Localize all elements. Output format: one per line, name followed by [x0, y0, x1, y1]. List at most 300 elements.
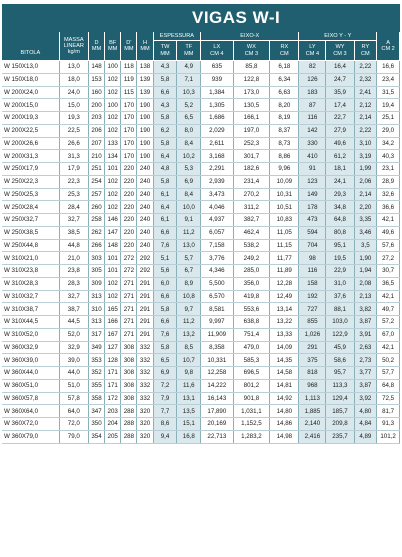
cell-h: 291 — [137, 290, 153, 303]
cell-rx: 14,09 — [270, 341, 299, 354]
cell-wy: 22,9 — [326, 265, 354, 278]
cell-ry: 4,80 — [354, 405, 377, 418]
cell-wy: 49,6 — [326, 137, 354, 150]
cell-d-prime: 308 — [121, 392, 137, 405]
vigas-table-panel — [2, 4, 400, 444]
cell-massa: 22,3 — [59, 175, 88, 188]
cell-h: 332 — [137, 354, 153, 367]
cell-ly: 116 — [299, 112, 326, 125]
cell-tf: 9,7 — [177, 303, 201, 316]
table-row — [2, 137, 400, 150]
cell-h: 320 — [137, 430, 153, 443]
cell-ry: 4,89 — [354, 430, 377, 443]
cell-tf: 13,1 — [177, 392, 201, 405]
cell-wx: 301,7 — [233, 150, 270, 163]
cell-a: 81,7 — [377, 405, 400, 418]
cell-bf: 134 — [105, 150, 121, 163]
cell-bitola: W 310X28,3 — [2, 277, 59, 290]
table-row — [2, 201, 400, 214]
cell-ly: 149 — [299, 188, 326, 201]
cell-rx: 10,09 — [270, 175, 299, 188]
cell-a: 42,1 — [377, 214, 400, 227]
cell-ry: 2,13 — [354, 290, 377, 303]
table-row — [2, 188, 400, 201]
cell-lx: 5,500 — [201, 277, 233, 290]
cell-a: 36,6 — [377, 201, 400, 214]
cell-d: 349 — [88, 341, 104, 354]
table-row — [2, 73, 400, 86]
cell-tf: 7,1 — [177, 73, 201, 86]
cell-tw: 6,1 — [153, 188, 177, 201]
cell-bitola: W 200X26,6 — [2, 137, 59, 150]
cell-bf: 100 — [105, 61, 121, 74]
cell-ly: 82 — [299, 61, 326, 74]
cell-ly: 1,113 — [299, 392, 326, 405]
cell-tf: 10,3 — [177, 86, 201, 99]
table-row — [2, 61, 400, 74]
cell-a: 30,7 — [377, 265, 400, 278]
cell-rx: 14,35 — [270, 354, 299, 367]
cell-bf: 172 — [105, 392, 121, 405]
cell-h: 332 — [137, 379, 153, 392]
cell-lx: 2,291 — [201, 163, 233, 176]
table-row — [2, 124, 400, 137]
cell-h: 332 — [137, 341, 153, 354]
cell-h: 291 — [137, 316, 153, 329]
cell-h: 240 — [137, 201, 153, 214]
cell-h: 190 — [137, 150, 153, 163]
cell-wy: 61,2 — [326, 150, 354, 163]
cell-massa: 44,8 — [59, 239, 88, 252]
header-d-prime: D' MM — [121, 32, 137, 61]
cell-h: 320 — [137, 418, 153, 431]
cell-wx: 182,6 — [233, 163, 270, 176]
cell-wx: 285,0 — [233, 265, 270, 278]
cell-tw: 9,4 — [153, 430, 177, 443]
cell-ly: 727 — [299, 303, 326, 316]
cell-lx: 2,611 — [201, 137, 233, 150]
cell-ry: 3,77 — [354, 367, 377, 380]
cell-bf: 165 — [105, 303, 121, 316]
cell-bitola: W 360X32,9 — [2, 341, 59, 354]
cell-ry: 2,14 — [354, 188, 377, 201]
cell-a: 57,2 — [377, 316, 400, 329]
cell-tw: 7,2 — [153, 379, 177, 392]
cell-tf: 16,8 — [177, 430, 201, 443]
cell-tw: 6,6 — [153, 86, 177, 99]
cell-wy: 235,7 — [326, 430, 354, 443]
table-row — [2, 163, 400, 176]
cell-d-prime: 170 — [121, 124, 137, 137]
cell-bitola: W 360X72,0 — [2, 418, 59, 431]
cell-ly: 116 — [299, 265, 326, 278]
cell-tw: 4,3 — [153, 61, 177, 74]
cell-wx: 1,031,1 — [233, 405, 270, 418]
cell-wy: 24,7 — [326, 73, 354, 86]
cell-rx: 14,86 — [270, 418, 299, 431]
cell-lx: 17,890 — [201, 405, 233, 418]
cell-wy: 88,1 — [326, 303, 354, 316]
cell-a: 49,7 — [377, 303, 400, 316]
cell-wy: 34,8 — [326, 201, 354, 214]
cell-h: 139 — [137, 73, 153, 86]
cell-ry: 2,22 — [354, 61, 377, 74]
cell-tf: 9,1 — [177, 214, 201, 227]
cell-bf: 102 — [105, 188, 121, 201]
cell-wy: 95,1 — [326, 239, 354, 252]
cell-a: 64,8 — [377, 379, 400, 392]
cell-h: 292 — [137, 252, 153, 265]
cell-bf: 167 — [105, 328, 121, 341]
cell-lx: 9,997 — [201, 316, 233, 329]
cell-wy: 18,1 — [326, 163, 354, 176]
cell-wx: 85,8 — [233, 61, 270, 74]
cell-h: 190 — [137, 124, 153, 137]
cell-ry: 3,87 — [354, 379, 377, 392]
cell-ly: 2,140 — [299, 418, 326, 431]
cell-a: 40,3 — [377, 150, 400, 163]
cell-h: 291 — [137, 277, 153, 290]
cell-wx: 479,0 — [233, 341, 270, 354]
cell-d: 254 — [88, 175, 104, 188]
cell-tw: 6,6 — [153, 226, 177, 239]
cell-wy: 129,4 — [326, 392, 354, 405]
cell-tw: 7,6 — [153, 239, 177, 252]
header-eixo-y: EIXO Y - Y — [299, 32, 377, 41]
cell-massa: 13,0 — [59, 61, 88, 74]
cell-wy: 58,6 — [326, 354, 354, 367]
cell-ly: 855 — [299, 316, 326, 329]
cell-h: 320 — [137, 405, 153, 418]
cell-ry: 3,19 — [354, 150, 377, 163]
cell-d-prime: 271 — [121, 316, 137, 329]
cell-tw: 4,8 — [153, 163, 177, 176]
cell-massa: 32,7 — [59, 290, 88, 303]
cell-bf: 147 — [105, 226, 121, 239]
cell-bitola: W 360X39,0 — [2, 354, 59, 367]
cell-wx: 801,2 — [233, 379, 270, 392]
cell-ly: 330 — [299, 137, 326, 150]
cell-h: 240 — [137, 214, 153, 227]
cell-d: 153 — [88, 73, 104, 86]
cell-ly: 178 — [299, 201, 326, 214]
cell-tf: 5,7 — [177, 252, 201, 265]
cell-d-prime: 220 — [121, 226, 137, 239]
header-ly: LY CM 4 — [299, 41, 326, 61]
cell-bitola: W 360X64,0 — [2, 405, 59, 418]
table-body — [2, 61, 400, 444]
cell-bf: 203 — [105, 405, 121, 418]
cell-tf: 6,9 — [177, 175, 201, 188]
cell-d-prime: 220 — [121, 201, 137, 214]
cell-wx: 249,2 — [233, 252, 270, 265]
cell-lx: 2,939 — [201, 175, 233, 188]
cell-rx: 9,96 — [270, 163, 299, 176]
cell-wx: 751,4 — [233, 328, 270, 341]
cell-h: 190 — [137, 99, 153, 112]
cell-lx: 1,305 — [201, 99, 233, 112]
cell-bf: 101 — [105, 163, 121, 176]
cell-bitola: W 200X24,0 — [2, 86, 59, 99]
cell-wy: 122,9 — [326, 328, 354, 341]
cell-lx: 1,686 — [201, 112, 233, 125]
cell-a: 32,6 — [377, 188, 400, 201]
cell-d: 347 — [88, 405, 104, 418]
cell-rx: 6,18 — [270, 61, 299, 74]
cell-wx: 585,3 — [233, 354, 270, 367]
cell-d-prime: 272 — [121, 252, 137, 265]
cell-rx: 14,58 — [270, 367, 299, 380]
cell-a: 91,3 — [377, 418, 400, 431]
cell-ry: 2,12 — [354, 99, 377, 112]
cell-bf: 101 — [105, 252, 121, 265]
cell-tw: 6,2 — [153, 124, 177, 137]
cell-rx: 8,73 — [270, 137, 299, 150]
cell-d-prime: 220 — [121, 239, 137, 252]
cell-wy: 113,3 — [326, 379, 354, 392]
cell-ry: 3,10 — [354, 137, 377, 150]
cell-bitola: W 150X13,0 — [2, 61, 59, 74]
cell-bf: 102 — [105, 86, 121, 99]
cell-ry: 4,84 — [354, 418, 377, 431]
cell-bitola: W 250X44,8 — [2, 239, 59, 252]
cell-tf: 6,5 — [177, 112, 201, 125]
cell-wy: 27,9 — [326, 124, 354, 137]
cell-ry: 3,92 — [354, 392, 377, 405]
cell-d: 260 — [88, 201, 104, 214]
cell-d: 206 — [88, 124, 104, 137]
cell-tf: 9,8 — [177, 367, 201, 380]
cell-ry: 3,91 — [354, 328, 377, 341]
cell-tw: 6,1 — [153, 214, 177, 227]
cell-d-prime: 308 — [121, 354, 137, 367]
cell-massa: 15,0 — [59, 99, 88, 112]
table-row — [2, 430, 400, 443]
cell-lx: 22,713 — [201, 430, 233, 443]
header-tw: TW MM — [153, 41, 177, 61]
cell-massa: 32,9 — [59, 341, 88, 354]
cell-a: 23,4 — [377, 73, 400, 86]
cell-ry: 2,63 — [354, 341, 377, 354]
cell-ry: 1,90 — [354, 252, 377, 265]
cell-ly: 704 — [299, 239, 326, 252]
cell-d: 258 — [88, 214, 104, 227]
cell-rx: 6,34 — [270, 73, 299, 86]
cell-ly: 98 — [299, 252, 326, 265]
cell-wx: 1,283,2 — [233, 430, 270, 443]
table-row — [2, 328, 400, 341]
header-wx: WX CM 3 — [233, 41, 270, 61]
cell-ry: 3,35 — [354, 214, 377, 227]
cell-wx: 122,8 — [233, 73, 270, 86]
header-tf: TF MM — [177, 41, 201, 61]
cell-ly: 158 — [299, 277, 326, 290]
cell-bf: 166 — [105, 316, 121, 329]
cell-tw: 6,5 — [153, 354, 177, 367]
cell-d-prime: 220 — [121, 175, 137, 188]
header-lx: LX CM 4 — [201, 41, 233, 61]
cell-h: 139 — [137, 86, 153, 99]
cell-ry: 2,73 — [354, 354, 377, 367]
cell-h: 292 — [137, 265, 153, 278]
cell-wx: 538,2 — [233, 239, 270, 252]
table-row — [2, 175, 400, 188]
cell-ry: 2,08 — [354, 277, 377, 290]
cell-bitola: W 310X52,0 — [2, 328, 59, 341]
cell-bitola: W 360X44,0 — [2, 367, 59, 380]
cell-a: 57,7 — [377, 367, 400, 380]
cell-massa: 21,0 — [59, 252, 88, 265]
cell-d-prime: 308 — [121, 379, 137, 392]
cell-bf: 146 — [105, 214, 121, 227]
cell-lx: 4,346 — [201, 265, 233, 278]
cell-lx: 3,473 — [201, 188, 233, 201]
cell-tw: 7,9 — [153, 392, 177, 405]
cell-ry: 2,20 — [354, 201, 377, 214]
cell-ly: 410 — [299, 150, 326, 163]
cell-tw: 5,8 — [153, 341, 177, 354]
cell-wy: 19,5 — [326, 252, 354, 265]
table-title: VIGAS W-I — [2, 4, 400, 32]
cell-ly: 91 — [299, 163, 326, 176]
cell-tw: 5,1 — [153, 252, 177, 265]
cell-wy: 31,0 — [326, 277, 354, 290]
cell-d: 317 — [88, 328, 104, 341]
cell-d-prime: 170 — [121, 137, 137, 150]
cell-wx: 419,8 — [233, 290, 270, 303]
cell-d: 352 — [88, 367, 104, 380]
cell-d: 310 — [88, 303, 104, 316]
cell-d: 148 — [88, 61, 104, 74]
cell-wx: 1,152,5 — [233, 418, 270, 431]
cell-rx: 11,89 — [270, 265, 299, 278]
cell-a: 25,1 — [377, 112, 400, 125]
cell-bitola: W 360X57,8 — [2, 392, 59, 405]
cell-massa: 38,5 — [59, 226, 88, 239]
cell-massa: 51,0 — [59, 379, 88, 392]
cell-tf: 13,0 — [177, 239, 201, 252]
cell-tf: 10,7 — [177, 354, 201, 367]
cell-massa: 44,5 — [59, 316, 88, 329]
cell-tw: 6,4 — [153, 201, 177, 214]
cell-rx: 14,92 — [270, 392, 299, 405]
cell-wy: 35,9 — [326, 86, 354, 99]
cell-bitola: W 310X21,0 — [2, 252, 59, 265]
cell-h: 138 — [137, 61, 153, 74]
cell-a: 57,6 — [377, 239, 400, 252]
cell-d-prime: 288 — [121, 430, 137, 443]
cell-bf: 100 — [105, 99, 121, 112]
cell-massa: 28,3 — [59, 277, 88, 290]
cell-wy: 24,1 — [326, 175, 354, 188]
header-ry: RY CM — [354, 41, 377, 61]
cell-bitola: W 310X23,8 — [2, 265, 59, 278]
cell-ly: 142 — [299, 124, 326, 137]
cell-tw: 5,6 — [153, 265, 177, 278]
cell-wx: 382,7 — [233, 214, 270, 227]
cell-wy: 16,4 — [326, 61, 354, 74]
cell-ly: 126 — [299, 73, 326, 86]
cell-lx: 16,143 — [201, 392, 233, 405]
cell-lx: 10,331 — [201, 354, 233, 367]
cell-tf: 8,5 — [177, 341, 201, 354]
table-row — [2, 290, 400, 303]
cell-d-prime: 220 — [121, 163, 137, 176]
cell-d-prime: 170 — [121, 150, 137, 163]
cell-a: 42,1 — [377, 341, 400, 354]
cell-rx: 11,15 — [270, 239, 299, 252]
cell-massa: 18,0 — [59, 73, 88, 86]
vigas-spec-table — [2, 32, 400, 444]
cell-bitola: W 150X18,0 — [2, 73, 59, 86]
cell-wx: 696,5 — [233, 367, 270, 380]
table-row — [2, 341, 400, 354]
cell-d: 353 — [88, 354, 104, 367]
cell-wx: 231,4 — [233, 175, 270, 188]
cell-wy: 64,8 — [326, 214, 354, 227]
cell-d: 203 — [88, 112, 104, 125]
cell-wx: 553,6 — [233, 303, 270, 316]
cell-d: 210 — [88, 150, 104, 163]
cell-d: 354 — [88, 430, 104, 443]
cell-lx: 11,909 — [201, 328, 233, 341]
cell-bitola: W 310X32,7 — [2, 290, 59, 303]
cell-wx: 638,8 — [233, 316, 270, 329]
cell-tf: 6,7 — [177, 265, 201, 278]
header-wy: WY CM 3 — [326, 41, 354, 61]
cell-tf: 8,4 — [177, 188, 201, 201]
table-row — [2, 405, 400, 418]
cell-wy: 17,4 — [326, 99, 354, 112]
cell-ly: 183 — [299, 86, 326, 99]
cell-tw: 6,9 — [153, 367, 177, 380]
cell-massa: 32,7 — [59, 214, 88, 227]
cell-lx: 3,776 — [201, 252, 233, 265]
cell-bitola: W 200X22,5 — [2, 124, 59, 137]
cell-d-prime: 220 — [121, 214, 137, 227]
cell-a: 101,2 — [377, 430, 400, 443]
cell-a: 16,6 — [377, 61, 400, 74]
table-row — [2, 86, 400, 99]
cell-wy: 209,8 — [326, 418, 354, 431]
cell-tw: 8,6 — [153, 418, 177, 431]
cell-ly: 594 — [299, 226, 326, 239]
cell-ly: 87 — [299, 99, 326, 112]
cell-massa: 19,3 — [59, 112, 88, 125]
cell-bitola: W 200X31,3 — [2, 150, 59, 163]
header-a: A CM 2 — [377, 32, 400, 61]
cell-d-prime: 119 — [121, 73, 137, 86]
cell-tw: 5,8 — [153, 112, 177, 125]
cell-bitola: W 200X15,0 — [2, 99, 59, 112]
cell-a: 67,0 — [377, 328, 400, 341]
cell-tf: 11,2 — [177, 226, 201, 239]
cell-d: 262 — [88, 226, 104, 239]
cell-lx: 2,029 — [201, 124, 233, 137]
cell-wx: 130,5 — [233, 99, 270, 112]
header-bitola: BITOLA — [2, 32, 59, 61]
cell-tf: 8,0 — [177, 124, 201, 137]
cell-h: 190 — [137, 112, 153, 125]
cell-h: 332 — [137, 367, 153, 380]
cell-rx: 10,83 — [270, 214, 299, 227]
cell-tw: 7,7 — [153, 405, 177, 418]
cell-a: 29,0 — [377, 124, 400, 137]
cell-ry: 2,32 — [354, 73, 377, 86]
cell-lx: 1,384 — [201, 86, 233, 99]
table-row — [2, 214, 400, 227]
cell-wx: 252,3 — [233, 137, 270, 150]
